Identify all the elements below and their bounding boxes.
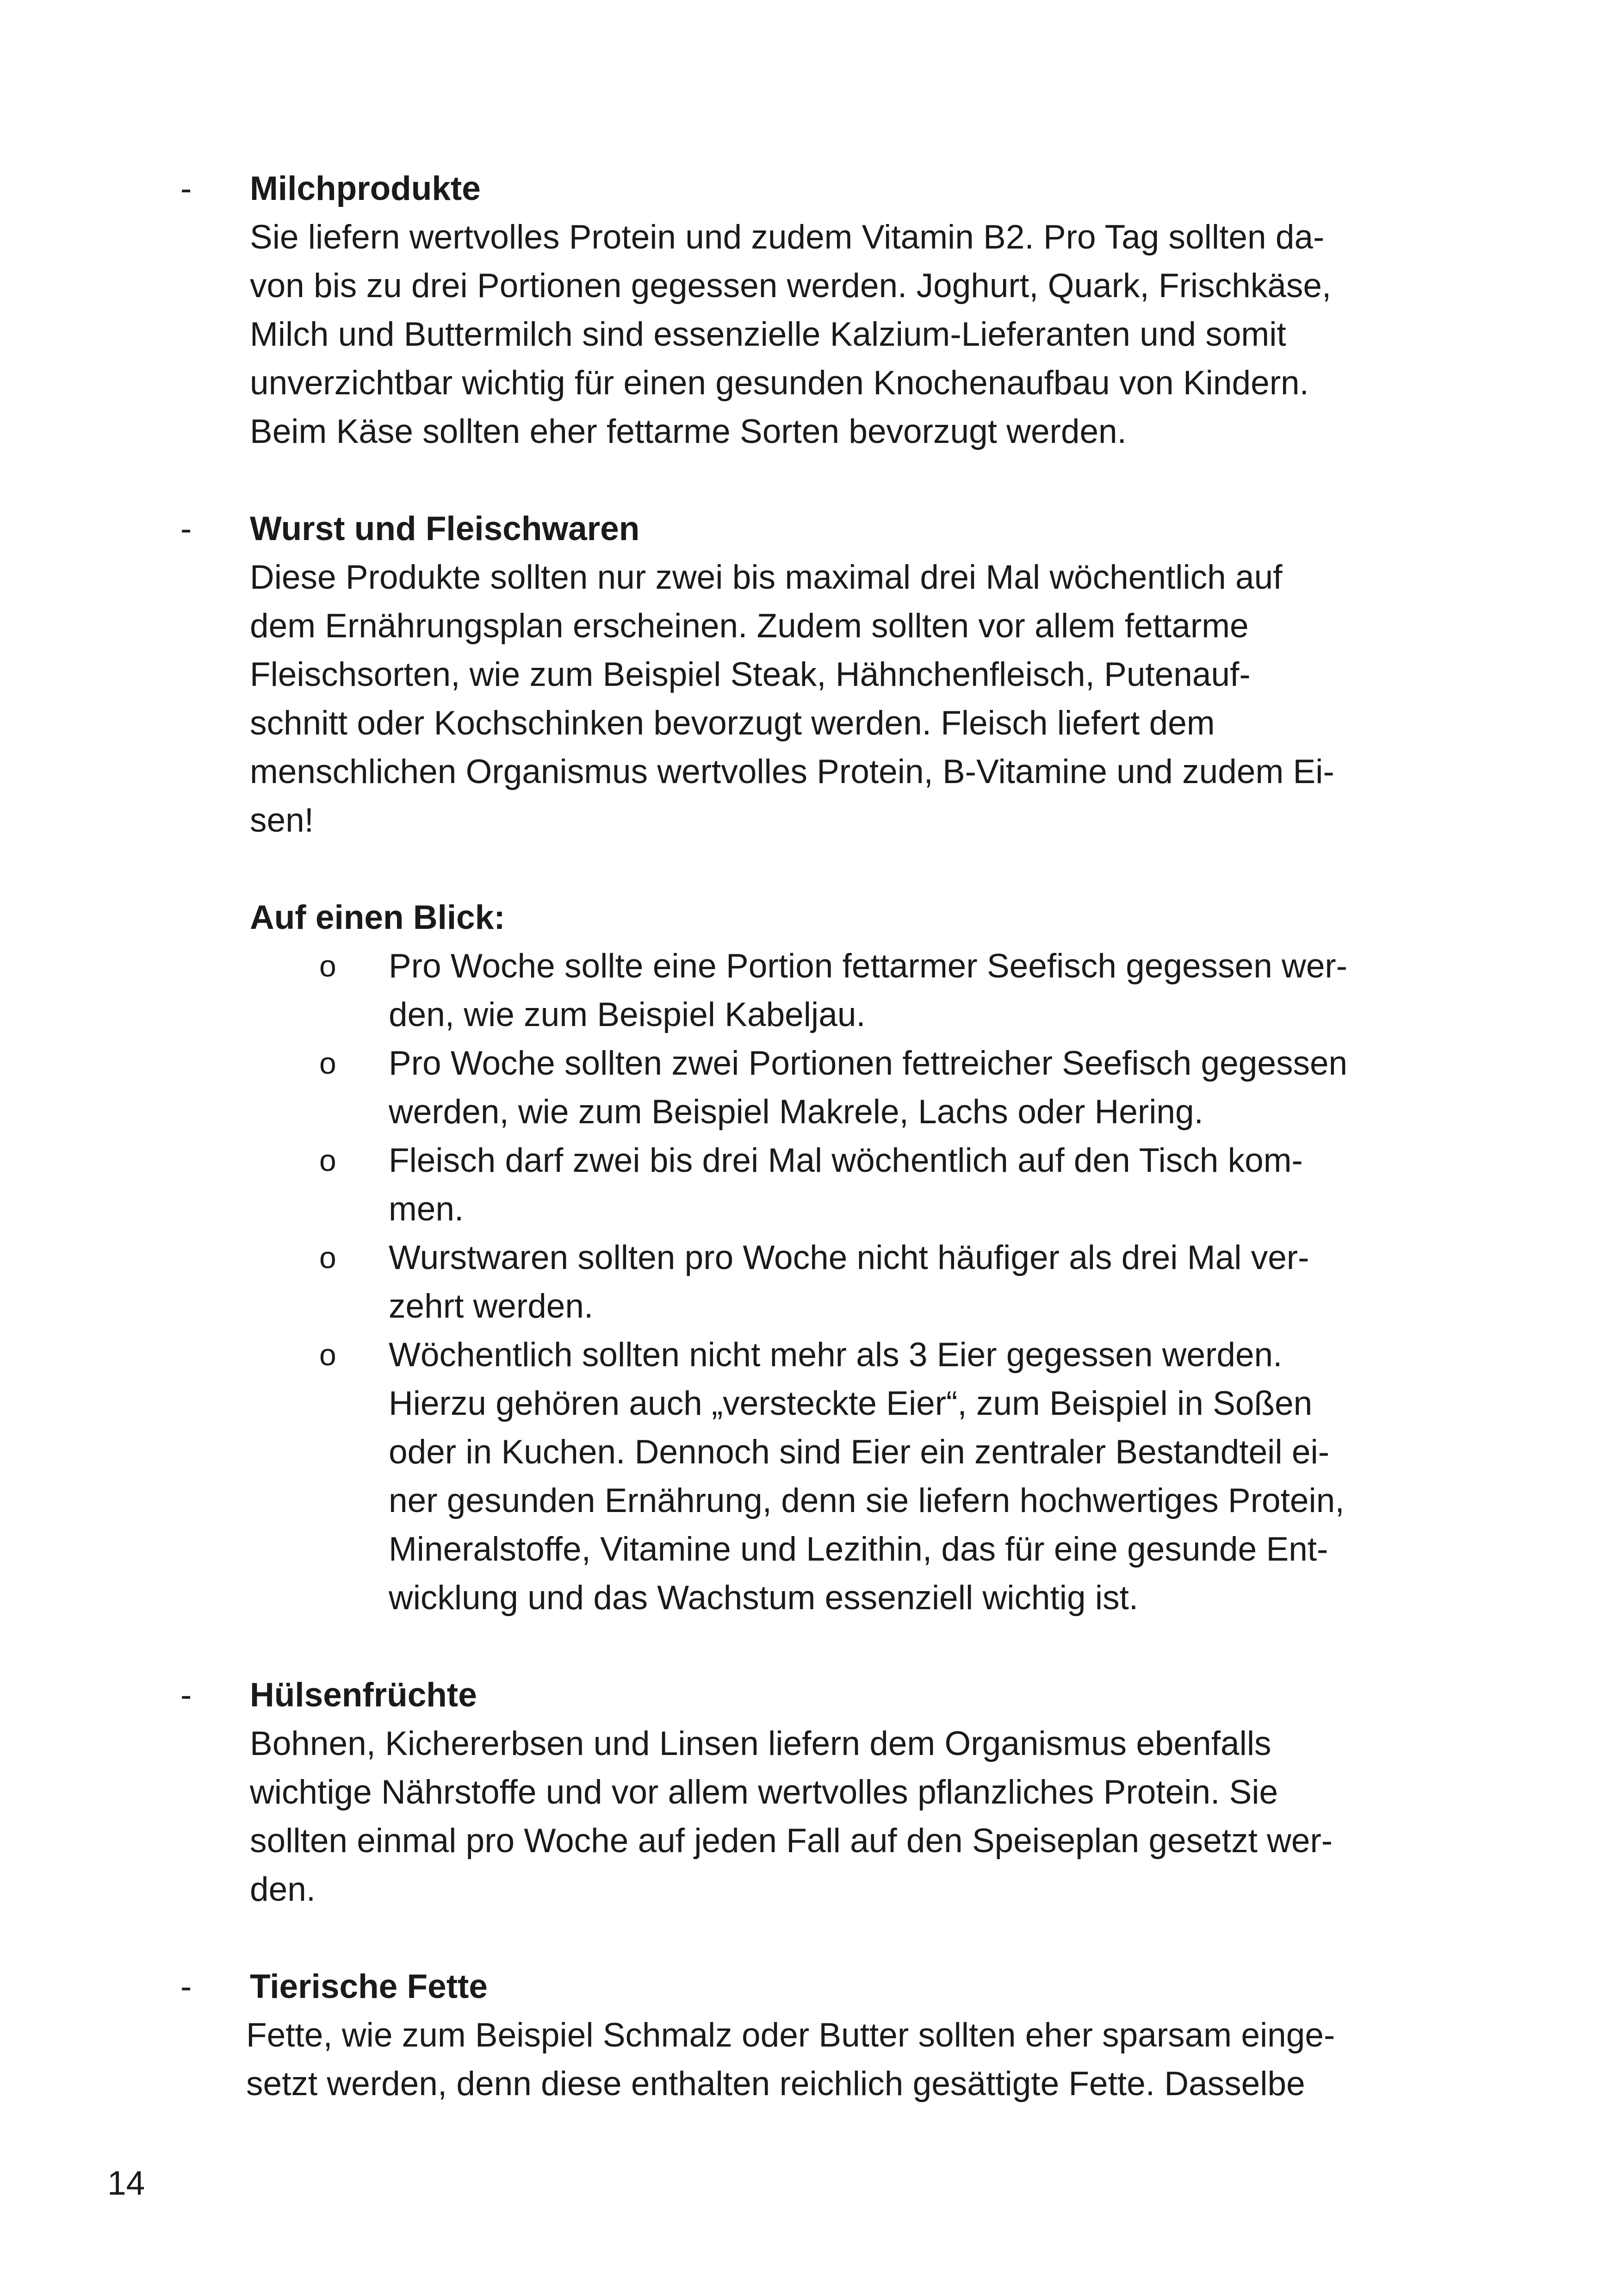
paragraph-line: sen! bbox=[250, 802, 314, 839]
section-huelsenfruechte bbox=[180, 1671, 1407, 1914]
circle-bullet-icon: o bbox=[319, 949, 336, 983]
summary-item-line: Wurstwaren sollten pro Woche nicht häufiger als drei Mal ver- bbox=[389, 1239, 1309, 1276]
paragraph-line: setzt werden, denn diese enthalten reichlich gesättigte Fette. Dasselbe bbox=[246, 2065, 1305, 2103]
paragraph-line: Milch und Buttermilch sind essenzielle Kalzium-Lieferanten und somit bbox=[250, 316, 1286, 353]
paragraph-line: Sie liefern wertvolles Protein und zudem Vitamin B2. Pro Tag sollten da- bbox=[250, 218, 1325, 256]
page-number: 14 bbox=[107, 2165, 145, 2202]
summary-list-item bbox=[250, 942, 1407, 1039]
paragraph-line: Fette, wie zum Beispiel Schmalz oder Butter sollten eher sparsam einge- bbox=[246, 2016, 1335, 2054]
summary-box bbox=[180, 893, 1407, 1622]
summary-item-line: Fleisch darf zwei bis drei Mal wöchentlich auf den Tisch kom- bbox=[389, 1142, 1303, 1179]
circle-bullet-icon: o bbox=[319, 1046, 336, 1080]
summary-item-line: werden, wie zum Beispiel Makrele, Lachs oder Hering. bbox=[389, 1093, 1203, 1131]
summary-list bbox=[250, 942, 1407, 1622]
summary-item-line: wicklung und das Wachstum essenziell wichtig ist. bbox=[389, 1579, 1139, 1617]
summary-heading: Auf einen Blick: bbox=[250, 899, 505, 936]
section-milchprodukte bbox=[180, 164, 1407, 456]
circle-bullet-icon: o bbox=[319, 1240, 336, 1275]
summary-item-line: Mineralstoffe, Vitamine und Lezithin, das für eine gesunde Ent- bbox=[389, 1531, 1328, 1568]
paragraph-line: von bis zu drei Portionen gegessen werden. Joghurt, Quark, Frischkäse, bbox=[250, 267, 1332, 305]
page-content bbox=[180, 164, 1407, 2108]
paragraph-line: menschlichen Organismus wertvolles Protein, B-Vitamine und zudem Ei- bbox=[250, 753, 1334, 790]
paragraph-line: Diese Produkte sollten nur zwei bis maximal drei Mal wöchentlich auf bbox=[250, 559, 1283, 596]
paragraph-line: Bohnen, Kichererbsen und Linsen liefern dem Organismus ebenfalls bbox=[250, 1725, 1271, 1762]
paragraph-line: schnitt oder Kochschinken bevorzugt werden. Fleisch liefert dem bbox=[250, 704, 1215, 742]
section-heading: Hülsenfrüchte bbox=[250, 1676, 477, 1714]
summary-item-line: men. bbox=[389, 1190, 464, 1228]
section-heading: Milchprodukte bbox=[250, 170, 481, 207]
summary-item-line: Hierzu gehören auch „versteckte Eier“, zum Beispiel in Soßen bbox=[389, 1385, 1313, 1422]
dash-marker: - bbox=[180, 1968, 192, 2005]
summary-item-line: Pro Woche sollten zwei Portionen fettreicher Seefisch gegessen bbox=[389, 1045, 1348, 1082]
summary-list-item bbox=[250, 1039, 1407, 1136]
section-wurst-fleischwaren bbox=[180, 504, 1407, 845]
dash-marker: - bbox=[180, 510, 192, 548]
paragraph-line: unverzichtbar wichtig für einen gesunden Knochenaufbau von Kindern. bbox=[250, 364, 1309, 402]
paragraph-line: Fleischsorten, wie zum Beispiel Steak, Hähnchenfleisch, Putenauf- bbox=[250, 656, 1251, 693]
summary-list-item bbox=[250, 1331, 1407, 1622]
summary-item-line: ner gesunden Ernährung, denn sie liefern hochwertiges Protein, bbox=[389, 1482, 1345, 1519]
section-tierische-fette bbox=[180, 1962, 1407, 2108]
section-heading: Tierische Fette bbox=[250, 1968, 488, 2005]
paragraph-line: sollten einmal pro Woche auf jeden Fall auf den Speiseplan gesetzt wer- bbox=[250, 1822, 1333, 1860]
summary-item-line: Pro Woche sollte eine Portion fettarmer Seefisch gegessen wer- bbox=[389, 947, 1348, 985]
paragraph-line: wichtige Nährstoffe und vor allem wertvolles pflanzliches Protein. Sie bbox=[250, 1773, 1278, 1811]
circle-bullet-icon: o bbox=[319, 1143, 336, 1177]
circle-bullet-icon: o bbox=[319, 1338, 336, 1372]
paragraph-line: dem Ernährungsplan erscheinen. Zudem sollten vor allem fettarme bbox=[250, 607, 1249, 645]
paragraph-line: den. bbox=[250, 1871, 316, 1908]
summary-item-line: oder in Kuchen. Dennoch sind Eier ein zentraler Bestandteil ei- bbox=[389, 1433, 1330, 1471]
summary-item-line: Wöchentlich sollten nicht mehr als 3 Eier gegessen werden. bbox=[389, 1336, 1283, 1374]
section-heading: Wurst und Fleischwaren bbox=[250, 510, 640, 548]
paragraph-line: Beim Käse sollten eher fettarme Sorten bevorzugt werden. bbox=[250, 413, 1127, 450]
dash-marker: - bbox=[180, 1676, 192, 1714]
dash-marker: - bbox=[180, 170, 192, 207]
summary-list-item bbox=[250, 1136, 1407, 1233]
summary-item-line: den, wie zum Beispiel Kabeljau. bbox=[389, 996, 866, 1033]
summary-item-line: zehrt werden. bbox=[389, 1288, 594, 1325]
summary-list-item bbox=[250, 1233, 1407, 1331]
